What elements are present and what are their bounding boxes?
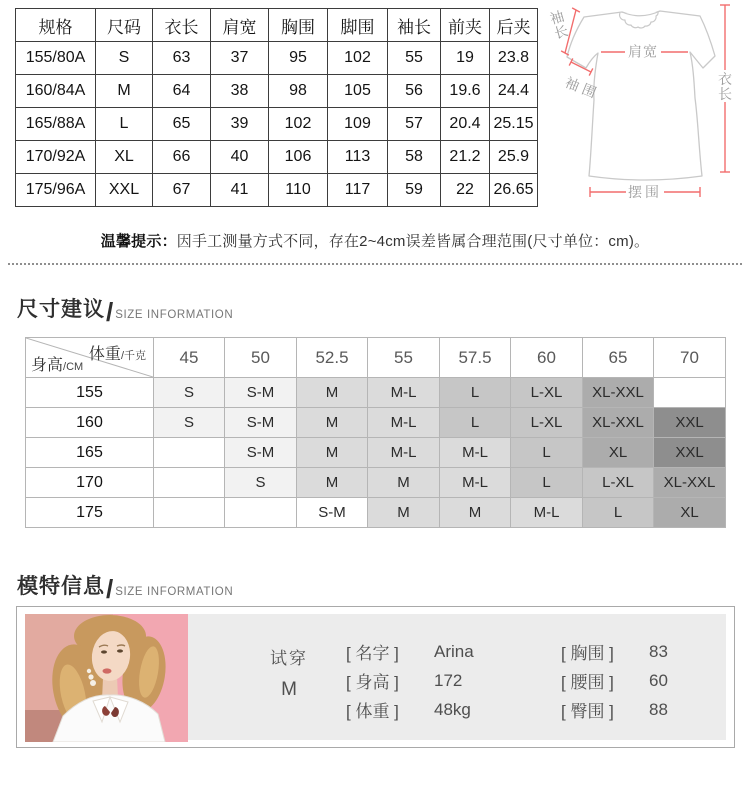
spec-cell: 170/92A <box>16 141 96 174</box>
weight-header-cell: 45 <box>154 338 225 378</box>
weight-header-cell: 52.5 <box>297 338 368 378</box>
model-info-header <box>17 570 234 604</box>
spec-header-cell: 胸围 <box>269 9 328 42</box>
spec-header-cell: 前夹 <box>441 9 490 42</box>
matrix-cell: L <box>511 438 583 468</box>
spec-cell: 38 <box>211 75 269 108</box>
matrix-cell: M <box>440 498 511 528</box>
matrix-cell: M-L <box>440 438 511 468</box>
matrix-cell: S-M <box>225 438 297 468</box>
spec-header-cell: 衣长 <box>153 9 211 42</box>
height-header-cell: 160 <box>26 408 154 438</box>
matrix-cell: S-M <box>225 378 297 408</box>
matrix-cell: L-XL <box>583 468 654 498</box>
model-field-value: 172 <box>434 670 463 690</box>
weight-header-cell: 70 <box>654 338 726 378</box>
matrix-row <box>26 498 726 528</box>
spec-cell: 59 <box>388 174 441 207</box>
spec-header-cell: 脚围 <box>328 9 388 42</box>
spec-cell: 155/80A <box>16 42 96 75</box>
shoulder-width-label: 肩宽 <box>628 43 658 60</box>
spec-header-cell: 尺码 <box>96 9 153 42</box>
matrix-cell: S <box>154 408 225 438</box>
spec-cell: 58 <box>388 141 441 174</box>
spec-cell: 24.4 <box>490 75 538 108</box>
spec-cell: 19 <box>441 42 490 75</box>
matrix-corner-cell <box>26 338 154 378</box>
garment-diagram-svg <box>538 0 750 212</box>
weight-header-cell: 65 <box>583 338 654 378</box>
spec-cell: 23.8 <box>490 42 538 75</box>
matrix-cell: S-M <box>225 408 297 438</box>
size-suggestion-table <box>25 337 726 528</box>
matrix-cell: XL <box>583 438 654 468</box>
spec-header-cell: 规格 <box>16 9 96 42</box>
matrix-cell: L <box>511 468 583 498</box>
matrix-cell <box>225 498 297 528</box>
spec-header-cell: 袖长 <box>388 9 441 42</box>
matrix-cell: L <box>440 408 511 438</box>
matrix-cell: S-M <box>297 498 368 528</box>
spec-table-section <box>15 8 538 207</box>
spec-cell: 95 <box>269 42 328 75</box>
matrix-cell: L <box>440 378 511 408</box>
spec-cell: 20.4 <box>441 108 490 141</box>
size-suggestion-section <box>25 337 726 528</box>
spec-cell: M <box>96 75 153 108</box>
model-field-label: [ 腰围 ] <box>561 673 614 692</box>
model-info-panel <box>25 614 726 740</box>
matrix-row <box>26 438 726 468</box>
model-field-label: [ 名字 ] <box>346 644 399 663</box>
model-field-value: 60 <box>649 670 668 690</box>
sleeve-circumference-label: 袖围 <box>562 73 603 103</box>
spec-cell: 37 <box>211 42 269 75</box>
spec-table <box>15 8 538 207</box>
size-suggestion-header <box>17 293 234 327</box>
spec-cell: 40 <box>211 141 269 174</box>
sleeve-length-label: 袖长 <box>548 7 571 42</box>
spec-cell: 56 <box>388 75 441 108</box>
try-on-label: 试穿 <box>270 649 308 668</box>
model-field <box>561 637 668 666</box>
matrix-cell: M <box>368 468 440 498</box>
matrix-cell: M-L <box>511 498 583 528</box>
height-header-cell: 170 <box>26 468 154 498</box>
matrix-cell: XL-XXL <box>583 378 654 408</box>
matrix-cell: M <box>297 378 368 408</box>
weight-header-cell: 55 <box>368 338 440 378</box>
weight-header-row <box>26 338 726 378</box>
matrix-cell: M <box>297 468 368 498</box>
spec-cell: 113 <box>328 141 388 174</box>
model-field-label: [ 胸围 ] <box>561 644 614 663</box>
height-header-cell: 155 <box>26 378 154 408</box>
model-fields-right <box>561 637 668 724</box>
spec-cell: 25.15 <box>490 108 538 141</box>
spec-cell: 106 <box>269 141 328 174</box>
spec-cell: XL <box>96 141 153 174</box>
try-on-size: M <box>281 679 297 700</box>
spec-row <box>16 141 538 174</box>
model-field-label: [ 体重 ] <box>346 702 399 721</box>
hem-circumference-label: 摆围 <box>628 184 662 200</box>
matrix-cell: S <box>154 378 225 408</box>
spec-cell: 66 <box>153 141 211 174</box>
spec-cell: 64 <box>153 75 211 108</box>
matrix-cell <box>154 498 225 528</box>
matrix-cell: M-L <box>368 408 440 438</box>
matrix-cell: M-L <box>440 468 511 498</box>
height-header-cell: 175 <box>26 498 154 528</box>
model-field <box>561 695 668 724</box>
matrix-cell <box>154 438 225 468</box>
weight-header-cell: 50 <box>225 338 297 378</box>
matrix-cell: M <box>297 438 368 468</box>
dotted-divider <box>8 263 742 265</box>
matrix-cell: XL <box>654 498 726 528</box>
matrix-cell: XL-XXL <box>654 468 726 498</box>
spec-cell: XXL <box>96 174 153 207</box>
spec-cell: 109 <box>328 108 388 141</box>
spec-cell: 102 <box>269 108 328 141</box>
spec-cell: 57 <box>388 108 441 141</box>
spec-cell: 41 <box>211 174 269 207</box>
model-info-title-en: SIZE INFORMATION <box>115 586 234 598</box>
spec-cell: 65 <box>153 108 211 141</box>
notice-text: 因手工测量方式不同，存在2~4cm误差皆属合理范围(尺寸单位：cm)。 <box>176 233 650 250</box>
size-suggestion-body <box>26 378 726 528</box>
model-field-value: 83 <box>649 641 668 661</box>
height-header-cell: 165 <box>26 438 154 468</box>
garment-length-label: 衣长 <box>718 71 732 102</box>
spec-row <box>16 174 538 207</box>
spec-cell: 175/96A <box>16 174 96 207</box>
model-field <box>346 666 474 695</box>
spec-cell: 110 <box>269 174 328 207</box>
spec-cell: 67 <box>153 174 211 207</box>
matrix-cell: XXL <box>654 438 726 468</box>
weight-header-cell: 60 <box>511 338 583 378</box>
spec-row <box>16 108 538 141</box>
model-field <box>346 637 474 666</box>
notice-prefix: 温馨提示： <box>100 233 177 250</box>
model-field <box>346 695 474 724</box>
model-field <box>561 666 668 695</box>
spec-cell: 22 <box>441 174 490 207</box>
spec-cell: 165/88A <box>16 108 96 141</box>
model-photo-illustration <box>25 614 188 742</box>
title-slash: / <box>106 297 114 327</box>
spec-header-row <box>16 9 538 42</box>
matrix-cell: L-XL <box>511 378 583 408</box>
matrix-row <box>26 408 726 438</box>
matrix-cell: L <box>583 498 654 528</box>
spec-cell: 63 <box>153 42 211 75</box>
garment-diagram <box>538 0 750 212</box>
model-field-value: Arina <box>434 641 474 661</box>
corner-height-label: 身高/CM <box>31 357 84 374</box>
spec-cell: L <box>96 108 153 141</box>
matrix-cell: XL-XXL <box>583 408 654 438</box>
matrix-row <box>26 378 726 408</box>
spec-cell: 117 <box>328 174 388 207</box>
weight-header-cell: 57.5 <box>440 338 511 378</box>
spec-cell: 19.6 <box>441 75 490 108</box>
spec-row <box>16 42 538 75</box>
matrix-row <box>26 468 726 498</box>
matrix-cell: M <box>368 498 440 528</box>
matrix-cell: M-L <box>368 438 440 468</box>
spec-cell: 25.9 <box>490 141 538 174</box>
matrix-cell: S <box>225 468 297 498</box>
matrix-cell: XXL <box>654 408 726 438</box>
model-info-box <box>16 606 735 748</box>
spec-table-body <box>16 42 538 207</box>
model-field-value: 88 <box>649 699 668 719</box>
matrix-cell: M-L <box>368 378 440 408</box>
spec-cell: 98 <box>269 75 328 108</box>
size-suggestion-title-en: SIZE INFORMATION <box>115 309 234 321</box>
spec-cell: 55 <box>388 42 441 75</box>
model-photo <box>25 614 188 742</box>
spec-cell: 39 <box>211 108 269 141</box>
size-suggestion-title-cn: 尺寸建议 <box>17 298 105 321</box>
model-field-label: [ 臀围 ] <box>561 702 614 721</box>
measurement-notice <box>0 230 750 251</box>
spec-header-cell: 肩宽 <box>211 9 269 42</box>
title-slash: / <box>106 574 114 604</box>
spec-cell: 26.65 <box>490 174 538 207</box>
spec-cell: 105 <box>328 75 388 108</box>
matrix-cell: L-XL <box>511 408 583 438</box>
try-on-block <box>257 644 321 701</box>
model-field-value: 48kg <box>434 699 471 719</box>
spec-header-cell: 后夹 <box>490 9 538 42</box>
matrix-cell: M <box>297 408 368 438</box>
spec-cell: 102 <box>328 42 388 75</box>
matrix-cell <box>154 468 225 498</box>
spec-cell: 160/84A <box>16 75 96 108</box>
spec-cell: 21.2 <box>441 141 490 174</box>
corner-weight-label: 体重/千克 <box>88 346 146 363</box>
model-info-title-cn: 模特信息 <box>17 575 105 598</box>
spec-row <box>16 75 538 108</box>
spec-cell: S <box>96 42 153 75</box>
matrix-cell <box>654 378 726 408</box>
model-fields-left <box>346 637 474 724</box>
model-field-label: [ 身高 ] <box>346 673 399 692</box>
